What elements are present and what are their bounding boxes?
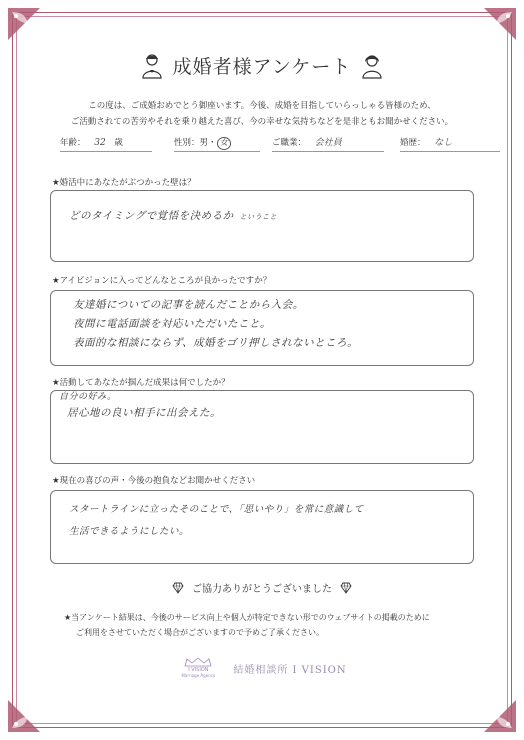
diamond-icon: [340, 582, 352, 594]
marriage-history-value: なし: [434, 138, 453, 148]
marriage-history-field: 婚歴： なし: [400, 134, 500, 152]
footer: [0, 656, 524, 680]
thanks-row: [0, 580, 524, 595]
answer-box-2: [50, 290, 474, 366]
question-3-label: ★活動してあなたが掴んだ成果は何でしたか？: [52, 378, 230, 388]
question-1-label: ★婚活中にあなたがぶつかった壁は？: [52, 178, 196, 188]
question-2-label: ★アイビジョンに入ってどんなところが良かったですか？: [52, 276, 272, 286]
corner-ornament-icon: [6, 6, 42, 42]
question-4-label: ★現在の喜びの声・今後の抱負などお聞かせください: [52, 476, 256, 486]
corner-ornament-icon: [482, 6, 518, 42]
job-field: ご職業： 会社員: [272, 134, 384, 152]
answer-3: 自分の好み。 居心地の良い相手に出会えた。: [59, 392, 221, 419]
diamond-icon: [172, 582, 184, 594]
company-logo: I VISION Marriage Agency: [177, 656, 219, 680]
intro-text: [0, 98, 524, 130]
title-row: [0, 52, 524, 79]
bride-icon: [361, 53, 383, 79]
profile-info-row: [60, 134, 484, 152]
corner-ornament-icon: [482, 698, 518, 734]
answer-box-1: [50, 190, 474, 262]
company-name: 結婚相談所 I VISION: [233, 664, 347, 676]
answer-4: スタートラインに立ったそのことで、「思いやり」を常に意識して 生活できるようにしたい。: [69, 504, 364, 537]
thanks-message: ご協力ありがとうございました: [192, 584, 332, 595]
age-value: 32: [94, 138, 106, 148]
groom-icon: [141, 53, 163, 79]
gender-field: 性別：男・ 女: [174, 134, 260, 152]
usage-notice: ★当アンケート結果は、今後のサービス向上や個人が特定できない形でのウェブサイトの掲載のために ご利用をさせていただく場合がございますので予めご了承ください。: [64, 613, 430, 637]
corner-ornament-icon: [6, 698, 42, 734]
answer-box-3: [50, 390, 474, 464]
intro-line-1: この度は、ご成婚おめでとう御座います。今後、成婚を目指していらっしゃる皆様のため、: [88, 101, 436, 111]
answer-1: どのタイミングで覚悟を決めるか ということ: [69, 210, 278, 222]
crown-logo-icon: [183, 657, 213, 667]
age-field: 年齢： 32 歳: [60, 134, 152, 152]
intro-line-2: ご活動されての苦労やそれを乗り越えた喜び、今の幸せな気持ちなどを是非ともお聞かせください。: [70, 117, 454, 127]
answer-box-4: [50, 490, 474, 564]
gender-selected: 女: [217, 137, 232, 150]
job-value: 会社員: [314, 138, 342, 148]
page-title: 成婚者様アンケート: [172, 56, 352, 78]
answer-2: 友達婚についての記事を読んだことから入会。 夜間に電話面談を対応いただいたこと。 表面的な相談にならず、成婚をゴリ押しされないところ。: [73, 299, 359, 349]
